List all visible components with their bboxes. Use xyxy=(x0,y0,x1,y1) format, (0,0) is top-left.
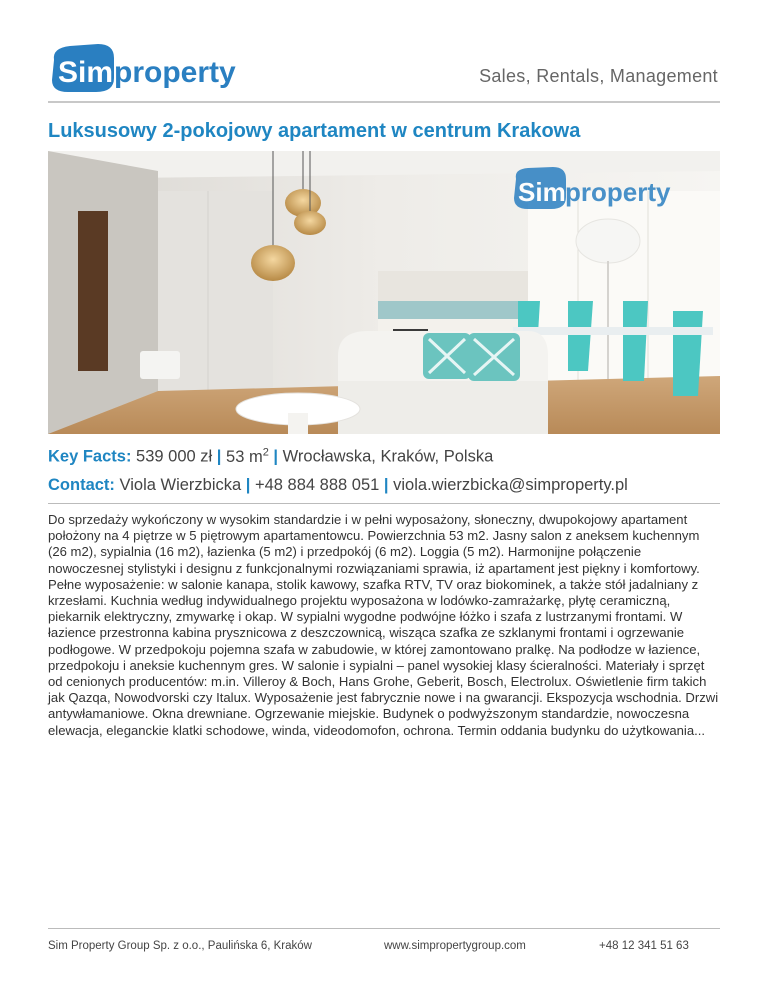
key-facts-label: Key Facts: xyxy=(48,447,132,466)
price: 539 000 zł xyxy=(136,447,213,466)
listing-title: Luksusowy 2-pokojowy apartament w centrum Krakowa xyxy=(48,120,581,142)
key-facts xyxy=(48,446,493,467)
contact-name: Viola Wierzbicka xyxy=(119,476,242,494)
footer-divider xyxy=(48,928,720,929)
tagline: Sales, Rentals, Management xyxy=(479,66,718,86)
listing-description: Do sprzedaży wykończony w wysokim standardzie i w pełni wyposażony, słoneczny, dwupokojowy apartament położony na 4 piętrze w 5 piętrowym apartamentowcu. Powierzchnia 53 m2. Jasny salon z aneksem kuchennym (26 m2), sypialnia (16 m2), łazienka (5 m2) i przedpokój (6 m2). Loggia (5 m2). Harmonijne połączenie nowoczesnej stylistyki i designu z funkcjonalnymi rozwiązaniami sprawia, iż apartament jest piękny i komfortowy. Pełne wyposażenie: w salonie kanapa, stolik kawowy, szafka RTV, TV oraz biokominek, a także stół jadalniany z krzesłami. Kuchnia według indywidualnego projektu wyposażona w lodówko-zamrażarkę, płytę ceramiczną, piekarnik elektryczny, zmywarkę i okap. W sypialni wygodne podwójne łóżko i szafa z lustrzanymi frontami. W łazience przestronna kabina prysznicowa z deszczownicą, wisząca szafka ze szklanymi frontami i ogrzewanie podłogowe. W przedpokoju pojemna szafa w zabudowie, w której zamontowano pralkę. Na podłodze w łazience, przedpokoju i aneksie kuchennym gres. W salonie i sypialni – panel wysokiej klasy ścieralności. Materiały i sprzęt od cenionych producentów: m.in. Villeroy & Boch, Hans Grohe, Geberit, Bosch, Electrolux. Oświetlenie firm takich jak Qazqa, Nowodvorski czy Italux. Wyposażenie jest fabrycznie nowe i na gwarancji. Ekspozycja wschodnia. Drzwi antywłamaniowe. Okna drewniane. Ogrzewanie miejskie. Budynek o podwyższonym standardzie, nowoczesna elewacja, eleganckie klatki schodowe, winda, videodomofon, ochrona. Termin oddania budynku do użytkowania... xyxy=(48,512,719,738)
contact-label: Contact: xyxy=(48,476,115,494)
separator: | xyxy=(216,447,222,466)
header-divider xyxy=(48,101,720,103)
svg-text:property: property xyxy=(565,177,671,207)
contact-info xyxy=(48,476,628,495)
contact-phone[interactable]: +48 884 888 051 xyxy=(254,476,380,494)
logo-sim-text: Sim xyxy=(58,56,114,89)
svg-text:Sim: Sim xyxy=(518,177,566,207)
footer-phone[interactable]: +48 12 341 51 63 xyxy=(599,940,689,952)
contact-email[interactable]: viola.wierzbicka@simproperty.pl xyxy=(393,476,628,494)
listing-photo[interactable] xyxy=(48,151,720,434)
footer-company: Sim Property Group Sp. z o.o., Paulińska 6, Kraków xyxy=(48,940,312,952)
location: Wrocławska, Kraków, Polska xyxy=(282,447,494,466)
content-divider xyxy=(48,503,720,504)
footer-website[interactable]: www.simpropertygroup.com xyxy=(384,940,526,952)
apartment-visualization xyxy=(48,151,720,434)
logo-graphic xyxy=(48,40,258,96)
separator: | xyxy=(245,476,251,494)
logo-property-text: property xyxy=(114,56,236,89)
separator: | xyxy=(383,476,389,494)
separator: | xyxy=(273,447,279,466)
simproperty-logo[interactable] xyxy=(48,40,258,96)
area: 53 $m^2$ xyxy=(226,446,269,466)
